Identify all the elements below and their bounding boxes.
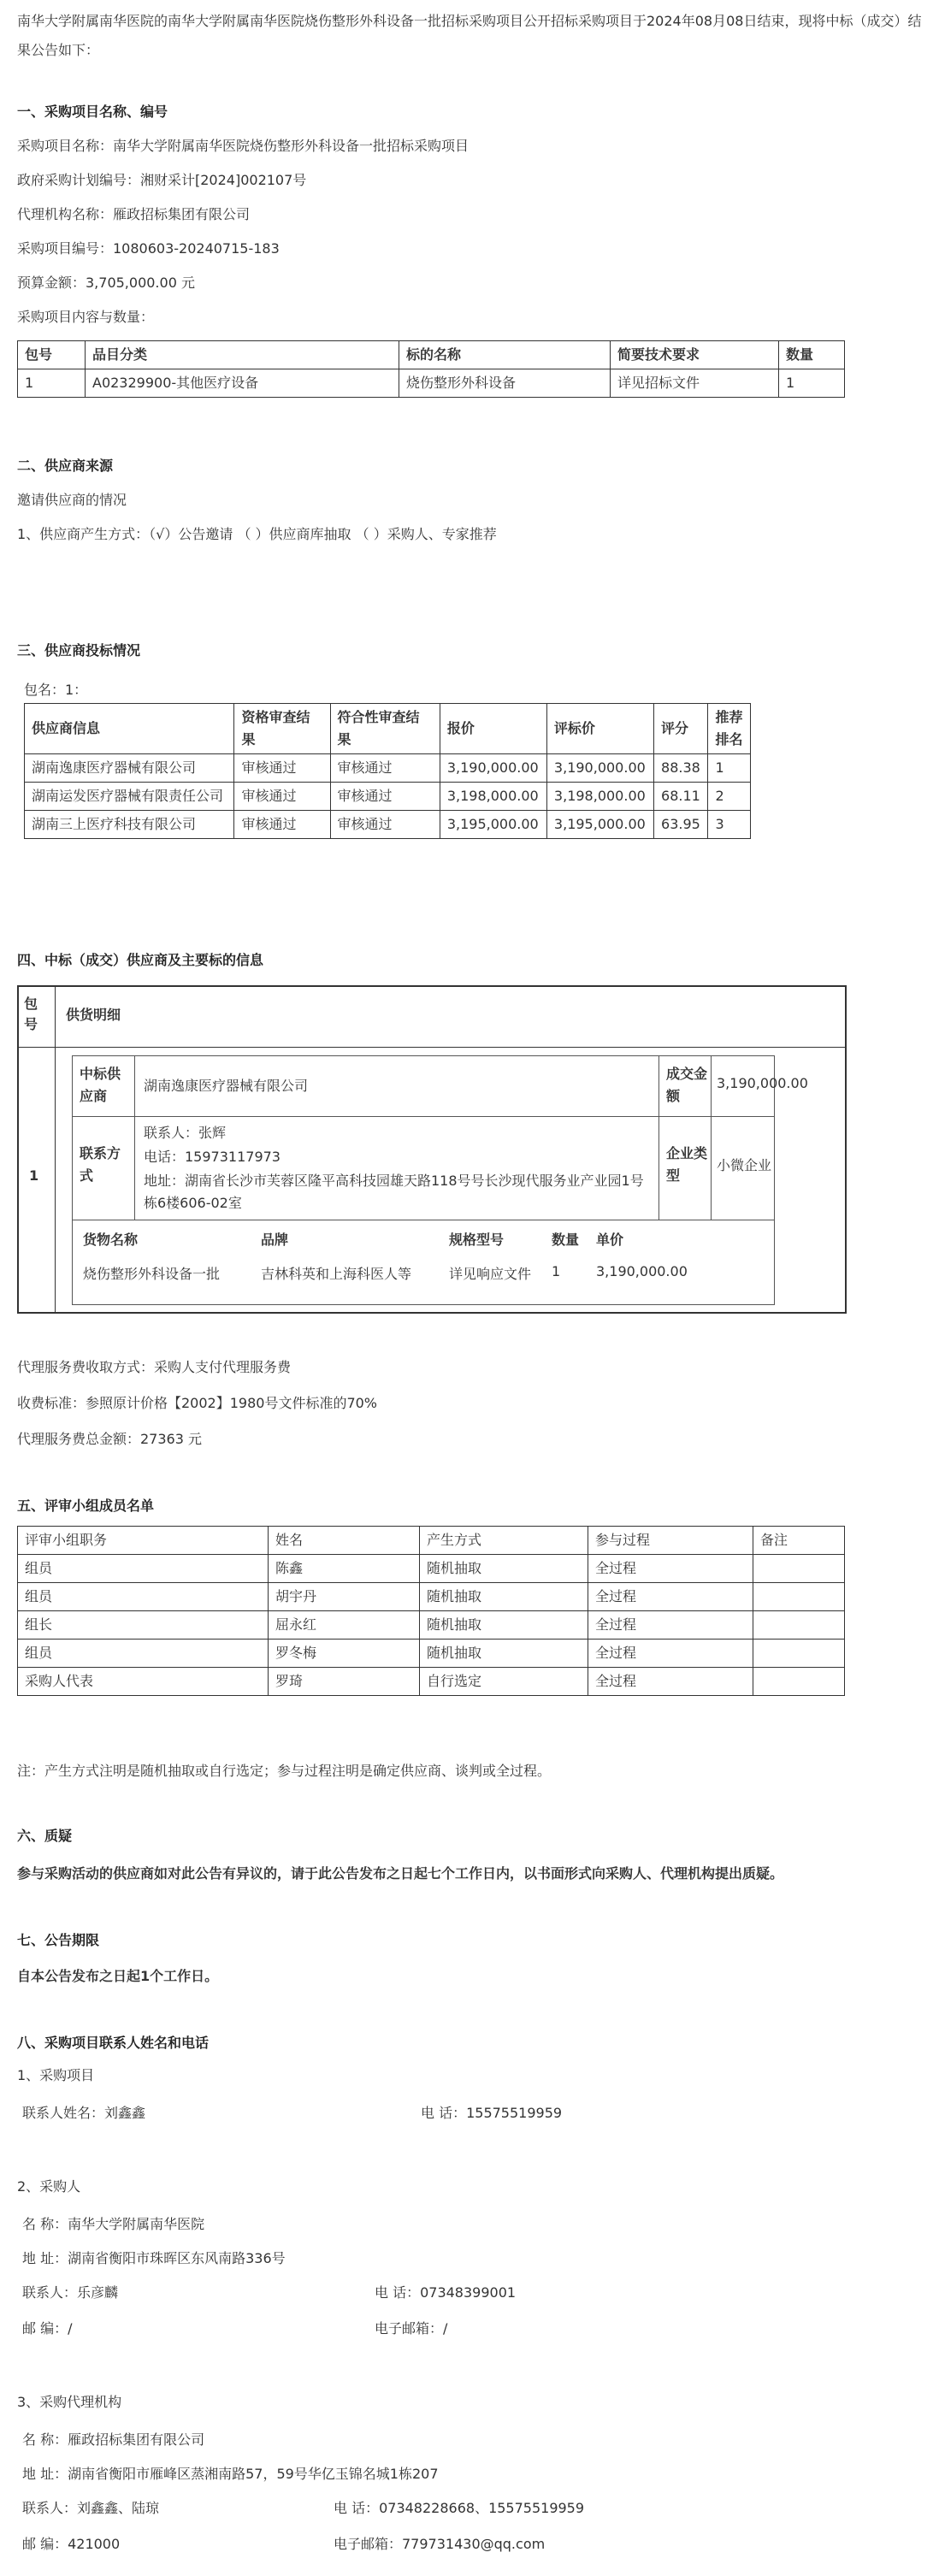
table-cell: 全过程 — [588, 1611, 753, 1640]
intro-text: 南华大学附属南华医院的南华大学附属南华医院烧伤整形外科设备一批招标采购项目公开招标采购项目于2024年08月08日结束，现将中标（成交）结果公告如下： — [17, 13, 922, 58]
detail-header: 供货明细 — [66, 1007, 121, 1023]
pkg-header-cell — [19, 987, 56, 1048]
table-cell: 全过程 — [588, 1555, 753, 1583]
purchaser-address: 地 址：湖南省衡阳市珠晖区东风南路336号 — [22, 2250, 286, 2266]
table-cell: 68.11 — [654, 783, 708, 811]
contact-label-cell — [73, 1117, 135, 1220]
purchaser-contact: 联系人：乐彦麟 — [22, 2284, 119, 2301]
package-name: 包名：1： — [24, 682, 88, 698]
table-header-cell: 报价 — [440, 704, 546, 754]
bid-table — [24, 703, 751, 839]
table-header-cell: 产生方式 — [420, 1527, 588, 1555]
table-cell: 陈鑫 — [269, 1555, 420, 1583]
table-header-row — [25, 704, 751, 754]
table-cell: 审核通过 — [234, 783, 330, 811]
agency-name: 代理机构名称：雁政招标集团有限公司 — [17, 206, 251, 222]
table-cell: 63.95 — [654, 811, 708, 839]
table-cell: 3,195,000.00 — [546, 811, 653, 839]
table-header-cell: 评审小组职务 — [18, 1527, 269, 1555]
agency-title: 3、采购代理机构 — [17, 2394, 122, 2410]
supplier-source-line: 邀请供应商的情况 — [17, 492, 127, 508]
fee-method: 代理服务费收取方式：采购人支付代理服务费 — [17, 1359, 292, 1375]
winner-box — [17, 985, 847, 1314]
table-cell — [753, 1611, 845, 1640]
table-cell: 组员 — [18, 1583, 269, 1611]
section-1-title: 一、采购项目名称、编号 — [17, 103, 168, 120]
goods-name: 烧伤整形外科设备一批 — [83, 1266, 221, 1282]
table-cell: 采购人代表 — [18, 1668, 269, 1696]
objection-text: 参与采购活动的供应商如对此公告有异议的，请于此公告发布之日起七个工作日内，以书面形式向采购人、代理机构提出质疑。 — [17, 1865, 784, 1882]
contact-phone: 电话：15973117973 — [144, 1149, 281, 1165]
table-cell: 3,190,000.00 — [440, 754, 546, 783]
table-row — [18, 1668, 845, 1696]
table-cell: 审核通过 — [234, 754, 330, 783]
table-cell: 罗冬梅 — [269, 1640, 420, 1668]
budget-amount: 预算金额：3,705,000.00 元 — [17, 275, 195, 291]
winner-label-cell — [73, 1056, 135, 1117]
table-row — [18, 1555, 845, 1583]
table-cell: 全过程 — [588, 1668, 753, 1696]
table-cell: 随机抽取 — [420, 1555, 588, 1583]
table-header-cell: 资格审查结果 — [234, 704, 330, 754]
supplier-method-line: 1、供应商产生方式：（√）公告邀请 （ ）供应商库抽取 （ ）采购人、专家推荐 — [17, 526, 497, 542]
table-cell: 审核通过 — [234, 811, 330, 839]
purchaser-title: 2、采购人 — [17, 2178, 81, 2195]
pkg-header: 包号 — [24, 996, 38, 1032]
table-cell: 罗琦 — [269, 1668, 420, 1696]
table-header-cell: 备注 — [753, 1527, 845, 1555]
table-header-cell: 评分 — [654, 704, 708, 754]
fee-total: 代理服务费总金额：27363 元 — [17, 1431, 202, 1447]
table-cell: 烧伤整形外科设备 — [399, 369, 611, 398]
table-header-cell: 推荐排名 — [708, 704, 751, 754]
table-cell: 湖南三上医疗科技有限公司 — [25, 811, 234, 839]
table-header-cell: 供应商信息 — [25, 704, 234, 754]
table-cell: 随机抽取 — [420, 1583, 588, 1611]
table-row — [18, 1640, 845, 1668]
table-cell: 审核通过 — [330, 754, 440, 783]
table-cell: 组员 — [18, 1555, 269, 1583]
table-header-cell: 参与过程 — [588, 1527, 753, 1555]
section-2-title: 二、供应商来源 — [17, 458, 114, 474]
items-table — [17, 340, 845, 398]
pkg-number-cell — [19, 1048, 56, 1312]
amount-value: 3,190,000.00 — [717, 1075, 808, 1091]
section-4-title: 四、中标（成交）供应商及主要标的信息 — [17, 952, 264, 968]
table-cell: 组员 — [18, 1640, 269, 1668]
table-row — [25, 811, 751, 839]
section-3-title: 三、供应商投标情况 — [17, 642, 141, 659]
table-cell: 自行选定 — [420, 1668, 588, 1696]
goods-qty: 1 — [552, 1263, 561, 1279]
type-label-cell — [659, 1117, 712, 1220]
table-cell: 湖南运发医疗器械有限责任公司 — [25, 783, 234, 811]
agency-postcode: 邮 编：421000 — [22, 2536, 121, 2552]
table-header-cell: 品目分类 — [86, 341, 399, 369]
project-number: 采购项目编号：1080603-20240715-183 — [17, 240, 280, 257]
agency-name-line: 名 称：雁政招标集团有限公司 — [22, 2431, 205, 2448]
table-row — [25, 783, 751, 811]
table-cell: 3,190,000.00 — [546, 754, 653, 783]
fee-standard: 收费标准：参照原计价格【2002】1980号文件标准的70% — [17, 1395, 378, 1411]
table-header-cell: 姓名 — [269, 1527, 420, 1555]
type-value: 小微企业 — [717, 1157, 772, 1173]
table-cell — [753, 1640, 845, 1668]
project-phone: 电 话：15575519959 — [421, 2105, 563, 2121]
table-row — [25, 754, 751, 783]
content-label: 采购项目内容与数量： — [17, 309, 155, 325]
review-panel-table — [17, 1526, 845, 1696]
table-cell: 3 — [708, 811, 751, 839]
project-contact: 联系人姓名：刘鑫鑫 — [22, 2105, 146, 2121]
contact-label: 联系方式 — [80, 1145, 121, 1184]
agency-phone: 电 话：07348228668、15575519959 — [334, 2500, 585, 2516]
winner-value-cell — [135, 1056, 659, 1117]
table-row — [18, 1611, 845, 1640]
contact-address: 地址：湖南省长沙市芙蓉区隆平高科技园雄天路118号号长沙现代服务业产业园1号栋6楼606-02室 — [144, 1173, 644, 1211]
table-cell: 2 — [708, 783, 751, 811]
table-row — [18, 369, 845, 398]
purchaser-name: 名 称：南华大学附属南华医院 — [22, 2216, 205, 2232]
table-header-row — [18, 1527, 845, 1555]
table-cell: 全过程 — [588, 1640, 753, 1668]
purchaser-phone: 电 话：07348399001 — [375, 2284, 517, 2301]
notice-period-text: 自本公告发布之日起1个工作日。 — [17, 1968, 219, 1984]
table-cell: 1 — [18, 369, 86, 398]
section-6-title: 六、质疑 — [17, 1828, 73, 1844]
goods-spec: 详见响应文件 — [449, 1266, 532, 1282]
table-cell — [753, 1583, 845, 1611]
contact-value-cell — [135, 1117, 659, 1220]
table-cell: 全过程 — [588, 1583, 753, 1611]
pkg-number: 1 — [29, 1167, 39, 1184]
table-cell: 3,198,000.00 — [440, 783, 546, 811]
contact-project-title: 1、采购项目 — [17, 2067, 95, 2083]
winner-label: 中标供应商 — [80, 1066, 121, 1104]
section-5-title: 五、评审小组成员名单 — [17, 1498, 155, 1514]
table-cell: 随机抽取 — [420, 1640, 588, 1668]
goods-header-spec: 规格型号 — [449, 1232, 505, 1248]
table-header-cell: 数量 — [779, 341, 845, 369]
type-value-cell — [712, 1117, 774, 1220]
table-cell: 随机抽取 — [420, 1611, 588, 1640]
contact-person: 联系人：张辉 — [144, 1125, 227, 1141]
table-cell: 审核通过 — [330, 811, 440, 839]
table-header-row — [18, 341, 845, 369]
table-cell: 组长 — [18, 1611, 269, 1640]
goods-header-name: 货物名称 — [83, 1232, 139, 1248]
agency-email: 电子邮箱：779731430@qq.com — [334, 2536, 546, 2552]
agency-contact: 联系人：刘鑫鑫、陆琼 — [22, 2500, 160, 2516]
table-cell — [753, 1555, 845, 1583]
purchaser-email: 电子邮箱：/ — [375, 2320, 448, 2337]
section-8-title: 八、采购项目联系人姓名和电话 — [17, 2035, 210, 2051]
amount-label: 成交金额 — [666, 1066, 708, 1104]
amount-label-cell — [659, 1056, 712, 1117]
table-cell: 1 — [779, 369, 845, 398]
table-header-cell: 评标价 — [546, 704, 653, 754]
table-cell: 胡宇丹 — [269, 1583, 420, 1611]
table-cell: 3,198,000.00 — [546, 783, 653, 811]
goods-price: 3,190,000.00 — [596, 1263, 688, 1279]
table-cell: 湖南逸康医疗器械有限公司 — [25, 754, 234, 783]
type-label: 企业类型 — [666, 1145, 708, 1184]
table-header-cell: 简要技术要求 — [611, 341, 779, 369]
amount-value-cell — [712, 1056, 808, 1117]
table-cell: 88.38 — [654, 754, 708, 783]
table-cell: 3,195,000.00 — [440, 811, 546, 839]
section-7-title: 七、公告期限 — [17, 1932, 100, 1948]
table-cell: 1 — [708, 754, 751, 783]
table-cell: 详见招标文件 — [611, 369, 779, 398]
table-header-cell: 符合性审查结果 — [330, 704, 440, 754]
goods-brand: 吉林科英和上海科医人等 — [261, 1266, 412, 1282]
table-cell: 屈永红 — [269, 1611, 420, 1640]
plan-number: 政府采购计划编号：湘财采计[2024]002107号 — [17, 172, 307, 188]
agency-address: 地 址：湖南省衡阳市雁峰区蒸湘南路57，59号华亿玉锦名城1栋207 — [22, 2466, 439, 2482]
table-row — [18, 1583, 845, 1611]
goods-header-price: 单价 — [596, 1232, 624, 1248]
table-cell: A02329900-其他医疗设备 — [86, 369, 399, 398]
goods-header-qty: 数量 — [552, 1232, 580, 1248]
project-name: 采购项目名称：南华大学附属南华医院烧伤整形外科设备一批招标采购项目 — [17, 138, 470, 154]
table-cell — [753, 1668, 845, 1696]
goods-header-brand: 品牌 — [261, 1232, 289, 1248]
table-header-cell: 标的名称 — [399, 341, 611, 369]
detail-header-cell — [56, 987, 845, 1048]
detail-inner-box — [72, 1055, 808, 1305]
table-cell: 审核通过 — [330, 783, 440, 811]
table-header-cell: 包号 — [18, 341, 86, 369]
review-note: 注：产生方式注明是随机抽取或自行选定；参与过程注明是确定供应商、谈判或全过程。 — [17, 1763, 552, 1779]
winner-name: 湖南逸康医疗器械有限公司 — [144, 1078, 309, 1094]
purchaser-postcode: 邮 编：/ — [22, 2320, 73, 2337]
